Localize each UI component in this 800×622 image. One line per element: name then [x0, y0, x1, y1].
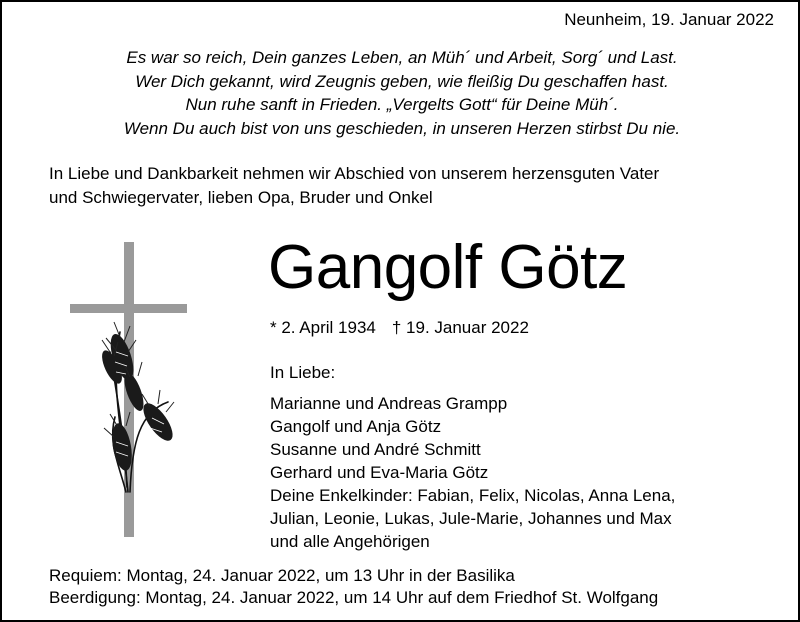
intro-text — [49, 162, 659, 210]
mourner-line: Gerhard und Eva-Maria Götz — [270, 463, 489, 482]
mourner-line: Deine Enkelkinder: Fabian, Felix, Nicolas, Anna Lena, — [270, 486, 676, 505]
mourners-heading: In Liebe: — [270, 363, 336, 382]
intro-line: und Schwiegervater, lieben Opa, Bruder und Onkel — [49, 188, 433, 207]
mourner-line: Marianne und Andreas Grampp — [270, 394, 508, 413]
birth-date: * 2. April 1934 — [270, 318, 376, 337]
service-info — [49, 565, 658, 609]
mourner-line: Gangolf und Anja Götz — [270, 417, 442, 436]
poem-line: Wenn Du auch bist von uns geschieden, in unseren Herzen stirbst Du nie. — [123, 118, 681, 138]
requiem-info: Requiem: Montag, 24. Januar 2022, um 13 Uhr in der Basilika — [49, 566, 515, 585]
mourners-list — [270, 392, 675, 553]
deceased-name: Gangolf Götz — [268, 233, 628, 302]
place-date: Neunheim, 19. Januar 2022 — [564, 10, 774, 29]
cross-with-wheat-icon — [70, 242, 190, 547]
mourner-line: Susanne und André Schmitt — [270, 440, 481, 459]
poem-line: Es war so reich, Dein ganzes Leben, an Müh´ und Arbeit, Sorg´ und Last. — [126, 48, 678, 67]
poem — [2, 46, 800, 140]
mourner-line: Julian, Leonie, Lukas, Jule-Marie, Johannes und Max — [270, 509, 672, 528]
intro-line: In Liebe und Dankbarkeit nehmen wir Abschied von unserem herzensguten Vater — [49, 164, 660, 183]
life-dates — [270, 318, 529, 338]
poem-line: Nun ruhe sanft in Frieden. „Vergelts Gott“ für Deine Müh´. — [185, 95, 619, 114]
burial-info: Beerdigung: Montag, 24. Januar 2022, um 14 Uhr auf dem Friedhof St. Wolfgang — [49, 588, 659, 607]
poem-line: Wer Dich gekannt, wird Zeugnis geben, wie fleißig Du geschaffen hast. — [135, 71, 669, 91]
death-date: † 19. Januar 2022 — [391, 318, 529, 337]
mourner-line: und alle Angehörigen — [270, 532, 430, 551]
